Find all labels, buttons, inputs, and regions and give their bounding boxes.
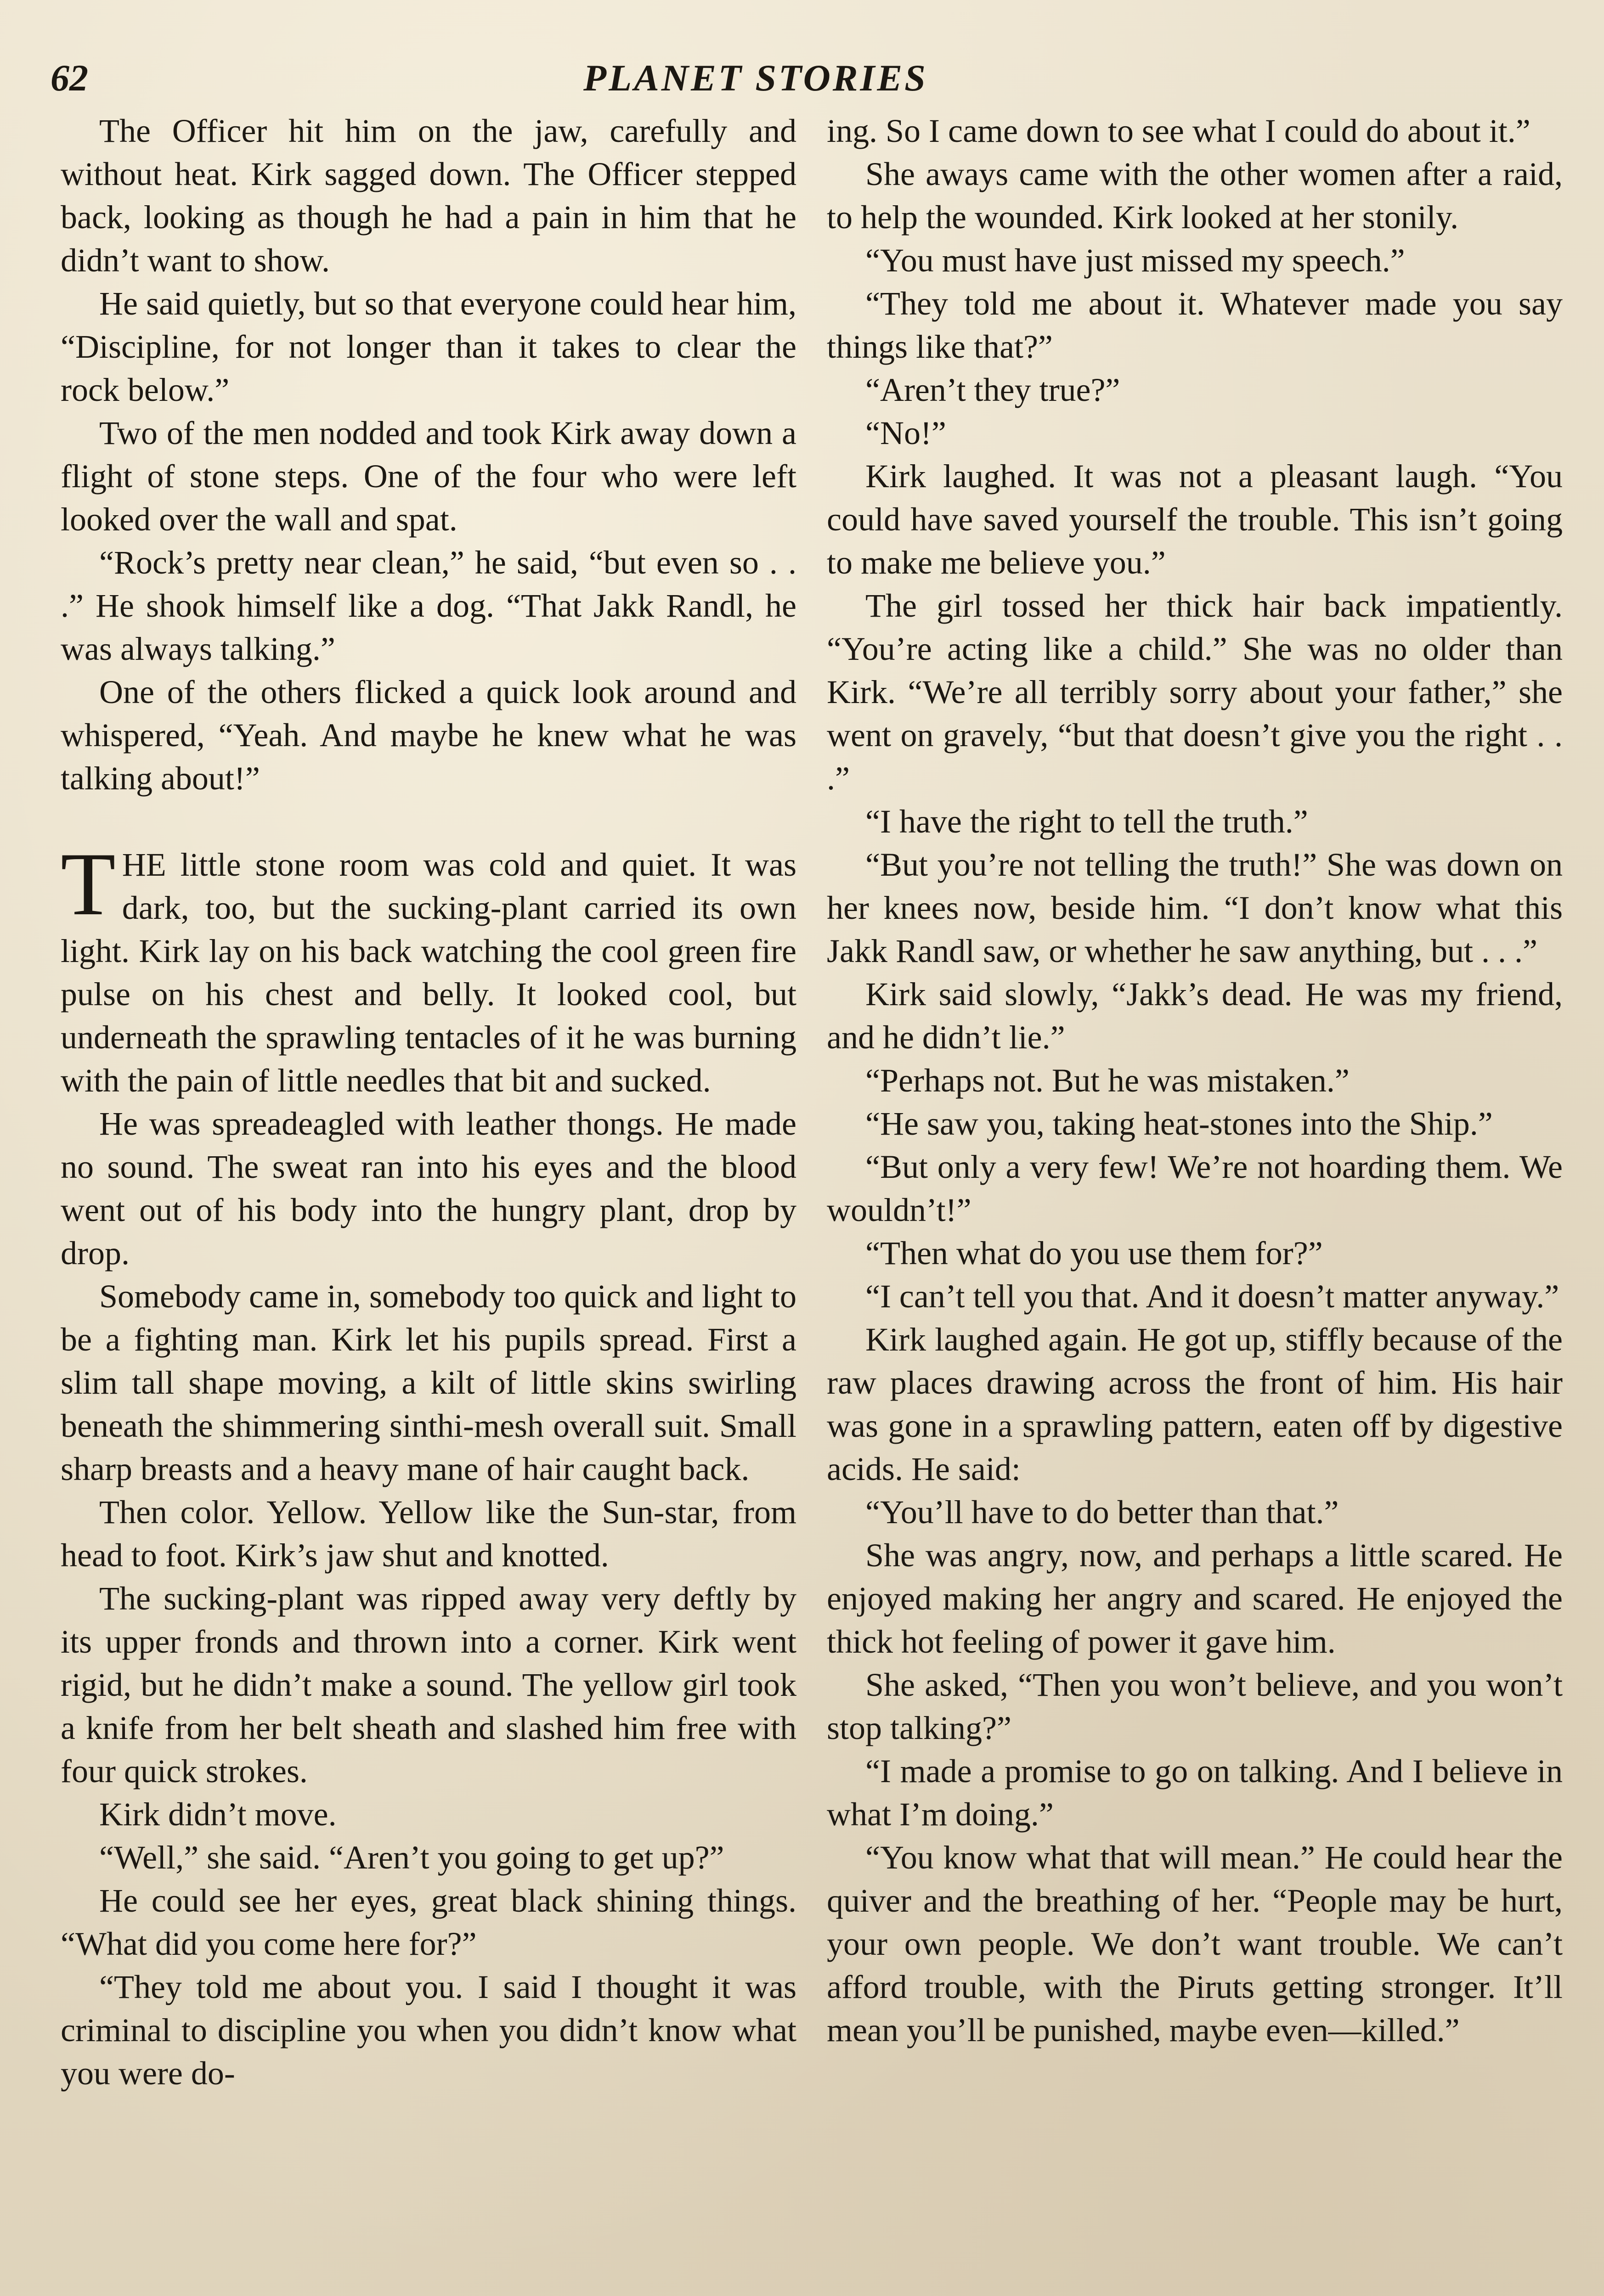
paragraph: “Perhaps not. But he was mistaken.” [865, 1062, 1350, 1099]
paragraph: He said quietly, but so that everyone could hear him, “Discipline, for not longer than it takes to clear the rock below.” [61, 285, 796, 408]
paragraph: “But you’re not telling the truth!” She was down on her knees now, beside him. “I don’t know what this Jakk Randl saw, or whether he saw anything, but . . .” [827, 846, 1563, 969]
paragraph: “I can’t tell you that. And it doesn’t matter anyway.” [865, 1278, 1559, 1315]
paragraph: “They told me about you. I said I thought it was criminal to discipline you when you didn’t know what you were do- [61, 1969, 796, 2092]
paragraph: “I have the right to tell the truth.” [865, 803, 1308, 840]
paragraph: “They told me about it. Whatever made you say things like that?” [827, 285, 1563, 365]
section-opening-paragraph [61, 834, 796, 1102]
paragraph: He could see her eyes, great black shining things. “What did you come here for?” [61, 1882, 796, 1962]
paragraph: He was spreadeagled with leather thongs. He made no sound. The sweat ran into his eyes and the blood went out of his body into the hungry plant, drop by drop. [61, 1105, 796, 1272]
paragraph: “I made a promise to go on talking. And I believe in what I’m doing.” [827, 1753, 1563, 1833]
paragraph: Somebody came in, somebody too quick and light to be a fighting man. Kirk let his pupils spread. First a slim tall shape moving, a kilt of little skins swirling beneath the shimmering sinthi-mesh overall suit. Small sharp breasts and a heavy mane of hair caught back. [61, 1278, 796, 1487]
paragraph: “Then what do you use them for?” [865, 1235, 1323, 1272]
paragraph: She was angry, now, and perhaps a little scared. He enjoyed making her angry and scared. He enjoyed the thick hot feeling of power it gave him. [827, 1537, 1563, 1660]
paragraph: She aways came with the other women after a raid, to help the wounded. Kirk looked at her stonily. [827, 156, 1563, 236]
paragraph: “Rock’s pretty near clean,” he said, “but even so . . .” He shook himself like a dog. “That Jakk Randl, he was always talking.” [61, 544, 796, 667]
continued-paragraph: ing. So I came down to see what I could do about it.” [827, 113, 1531, 149]
paragraph: “Well,” she said. “Aren’t you going to get up?” [99, 1839, 724, 1876]
page-number: 62 [51, 57, 88, 99]
paragraph: “You know what that will mean.” He could hear the quiver and the breathing of her. “People may be hurt, your own people. We don’t want trouble. We can’t afford trouble, with the Piruts getting stronger. It’ll mean you’ll be punished, maybe even—killed.” [827, 1839, 1563, 2048]
paragraph: She asked, “Then you won’t believe, and you won’t stop talking?” [827, 1666, 1563, 1746]
paragraph: “You’ll have to do better than that.” [865, 1494, 1339, 1531]
right-column [827, 109, 1563, 2052]
section-opening-text: HE little stone room was cold and quiet. It was dark, too, but the sucking-plant carried its own light. Kirk lay on his back watching the cool green fire pulse on his chest and belly. It looked cool, but underneath the sprawling tentacles of it he was burning with the pain of little needles that bit and sucked. [61, 846, 796, 1099]
running-head: PLANET STORIES [583, 57, 928, 99]
paragraph: The girl tossed her thick hair back impatiently. “You’re acting like a child.” She was no older than Kirk. “We’re all terribly sorry about your father,” she went on gravely, “but that doesn’t give you the right . . .” [827, 587, 1563, 797]
paragraph: “No!” [865, 415, 946, 451]
left-column [61, 109, 796, 2095]
paragraph: Kirk laughed again. He got up, stiffly because of the raw places drawing across the front of him. His hair was gone in a sprawling pattern, eaten off by digestive acids. He said: [827, 1321, 1563, 1487]
paragraph: Two of the men nodded and took Kirk away down a flight of stone steps. One of the four who were left looked over the wall and spat. [61, 415, 796, 538]
paragraph: One of the others flicked a quick look around and whispered, “Yeah. And maybe he knew what he was talking about!” [61, 674, 796, 797]
paragraph: The Officer hit him on the jaw, carefully and without heat. Kirk sagged down. The Officer stepped back, looking as though he had a pain in him that he didn’t want to show. [61, 113, 796, 279]
paragraph: Kirk said slowly, “Jakk’s dead. He was my friend, and he didn’t lie.” [827, 976, 1563, 1056]
paragraph: Kirk laughed. It was not a pleasant laugh. “You could have saved yourself the trouble. This isn’t going to make me believe you.” [827, 458, 1563, 581]
paragraph: “But only a very few! We’re not hoarding them. We wouldn’t!” [827, 1148, 1563, 1228]
paragraph: The sucking-plant was ripped away very deftly by its upper fronds and thrown into a corner. Kirk went rigid, but he didn’t make a sound. The yellow girl took a knife from her belt sheath and slashed him free with four quick strokes. [61, 1580, 796, 1790]
paragraph: “You must have just missed my speech.” [865, 242, 1405, 279]
drop-cap: T [61, 834, 116, 934]
paragraph: “Aren’t they true?” [865, 371, 1120, 408]
paragraph: Kirk didn’t move. [99, 1796, 337, 1833]
page-header [51, 51, 1553, 106]
paragraph: “He saw you, taking heat-stones into the Ship.” [865, 1105, 1493, 1142]
paragraph: Then color. Yellow. Yellow like the Sun-star, from head to foot. Kirk’s jaw shut and knotted. [61, 1494, 796, 1574]
